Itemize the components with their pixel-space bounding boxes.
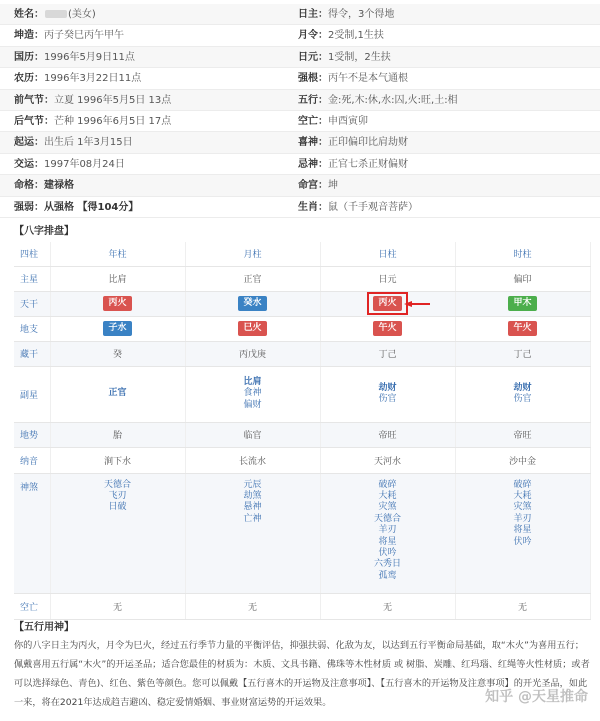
table-header-row: [14, 242, 590, 266]
kongwang-cell: 无: [50, 593, 185, 619]
value-xishen: 正印偏印比肩劫财: [328, 137, 408, 149]
dizhi-tag: 巳火: [238, 321, 266, 336]
table-row-nayin: [14, 447, 590, 473]
dizhi-tag: 午火: [373, 321, 401, 336]
fuxing-item: 伤官: [378, 394, 397, 404]
row-label: 神煞: [14, 473, 50, 593]
shensha-item: 将星: [513, 525, 532, 536]
canggan-cell: 癸: [50, 341, 185, 366]
shensha-item: 日破: [108, 502, 127, 513]
value-mingge: 建禄格: [44, 180, 74, 192]
label-qiyun: 起运：: [14, 137, 44, 149]
shensha-item: 大耗: [378, 490, 397, 501]
fuxing-item: 比肩: [243, 376, 262, 387]
kongwang-cell: 无: [185, 593, 320, 619]
dishi-cell: 帝旺: [320, 422, 455, 447]
canggan-cell: 丁己: [320, 341, 455, 366]
zhuxing-cell: 日元: [320, 266, 455, 291]
dishi-cell: 临官: [185, 422, 320, 447]
info-row: [0, 4, 600, 25]
shensha-item: 天德合: [373, 513, 401, 524]
shensha-item: 亡神: [243, 513, 262, 524]
tiangan-tag: 甲木: [508, 296, 536, 311]
dizhi-tag: 子水: [103, 321, 131, 336]
value-name: (美女): [68, 9, 96, 20]
shensha-item: 破碎: [513, 479, 532, 490]
canggan-cell: 丙戊庚: [185, 341, 320, 366]
header-cell: 时柱: [455, 242, 590, 266]
label-kunzao: 坤造：: [14, 30, 44, 42]
label-xishen: 喜神：: [298, 137, 328, 149]
label-nongli: 农历：: [14, 73, 44, 85]
shensha-item: 羊刃: [378, 525, 397, 536]
table-row-zhuxing: [14, 266, 590, 291]
value-rizhu: 得令，3个得地: [328, 9, 395, 20]
table-row-fuxing: [14, 366, 590, 422]
value-nongli: 1996年3月22日11点: [44, 73, 142, 85]
shensha-item: 天德合: [103, 479, 131, 490]
value-kunzao: 丙子癸巳丙午甲午: [44, 30, 124, 42]
label-yueling: 月令：: [298, 30, 328, 42]
info-row: [0, 154, 600, 175]
info-row: [0, 175, 600, 196]
shensha-item: 飞刃: [108, 490, 127, 501]
fuxing-item: 正官: [108, 388, 127, 399]
bazi-table: [14, 242, 591, 620]
row-label: 副星: [14, 366, 50, 422]
info-row: [0, 68, 600, 89]
nayin-cell: 天河水: [320, 447, 455, 473]
value-qianggen: 丙午不是本气通根: [328, 73, 408, 85]
info-row: [0, 47, 600, 68]
canggan-cell: 丁己: [455, 341, 590, 366]
zhuxing-cell: 偏印: [455, 266, 590, 291]
shensha-item: 元辰: [243, 479, 262, 490]
label-riyuan: 日元：: [298, 51, 328, 63]
bazi-info: [0, 4, 600, 218]
info-row: [0, 197, 600, 218]
label-qianggen: 强根：: [298, 73, 328, 85]
value-yueling: 2受制,1生扶: [328, 30, 384, 42]
fuxing-item: 劫财: [378, 382, 397, 393]
label-jishen: 忌神：: [298, 158, 328, 170]
highlight-box: [367, 292, 407, 315]
value-qianqijie: 立夏 1996年5月5日 13点: [54, 94, 172, 106]
zhuxing-cell: 比肩: [50, 266, 185, 291]
shensha-item: 六秀日: [373, 559, 401, 570]
shensha-item: 大耗: [513, 490, 532, 501]
info-row: [0, 25, 600, 46]
info-row: [0, 132, 600, 153]
shensha-item: 羊刃: [513, 513, 532, 524]
fuxing-item: 食神: [243, 388, 262, 399]
row-label: 纳音: [14, 447, 50, 473]
nayin-cell: 涧下水: [50, 447, 185, 473]
row-label: 主星: [14, 266, 50, 291]
shensha-item: 孤鸾: [378, 570, 397, 581]
section-title-bazi: 【八字排盘】: [14, 226, 74, 237]
info-row: [0, 90, 600, 111]
table-row-dishi: [14, 422, 590, 447]
kongwang-cell: 无: [320, 593, 455, 619]
header-cell: 日柱: [320, 242, 455, 266]
fuxing-item: 伤官: [513, 394, 532, 404]
label-minggong: 命宫：: [298, 180, 328, 192]
row-label: 空亡: [14, 593, 50, 619]
red-arrow-icon: [404, 301, 430, 307]
label-mingge: 命格：: [14, 180, 44, 192]
value-jiaoyun: 1997年08月24日: [44, 158, 125, 170]
value-qiyun: 出生后 1年3月15日: [44, 137, 133, 149]
shensha-item: 将星: [378, 536, 397, 547]
tiangan-tag: 丙火: [373, 296, 401, 311]
label-wuxing: 五行：: [298, 94, 328, 106]
label-houqijie: 后气节：: [14, 115, 54, 127]
wuxing-paragraph: 你的八字日主为丙火，月令为巳火，经过五行季节力量的平衡评估，抑强扶弱、化敌为友，以达到五行平衡命局基础，取“木火”为喜用五行；佩戴喜用五行属“木火”的开运圣品；适合您最佳的材质为：木质、文具书籍、佛珠等木性材质 或 树脂、炭雕、红玛瑙、红绳等火性材质；或者可以选择绿色、青色)、红色、紫色等颜色。您可以佩戴【五行喜木的开运物及注意事项】、【五行喜木的开运物及注意事项】的开光圣品，如此一来，将在2021年达成趋吉避凶、稳定爱情婚姻、事业财富运势的开运效果。: [14, 640, 590, 708]
label-guoli: 国历：: [14, 51, 44, 63]
table-row-tiangan: [14, 291, 590, 316]
row-label: 藏干: [14, 341, 50, 366]
zhuxing-cell: 正官: [185, 266, 320, 291]
section-title-wuxing: 【五行用神】: [14, 622, 74, 633]
header-cell: 四柱: [14, 242, 50, 266]
fuxing-item: 劫财: [513, 382, 532, 393]
header-cell: 年柱: [50, 242, 185, 266]
label-qianqijie: 前气节：: [14, 94, 54, 106]
label-rizhu: 日主：: [298, 9, 328, 20]
table-row-canggan: [14, 341, 590, 366]
label-jiaoyun: 交运：: [14, 158, 44, 170]
label-name: 姓名：: [14, 9, 44, 20]
value-shengxiao: 鼠（千手观音菩萨）: [328, 201, 418, 213]
shensha-item: 破碎: [378, 479, 397, 490]
shensha-item: 灾煞: [513, 502, 532, 513]
fuxing-item: 偏财: [243, 399, 262, 410]
table-row-dizhi: [14, 316, 590, 341]
row-label: 地支: [14, 316, 50, 341]
table-row-shensha: [14, 473, 590, 593]
shensha-item: 悬神: [243, 502, 262, 513]
nayin-cell: 沙中金: [455, 447, 590, 473]
shensha-item: 劫煞: [243, 490, 262, 501]
tiangan-tag: 癸水: [238, 296, 266, 311]
tiangan-tag: 丙火: [103, 296, 131, 311]
blurred-name: [45, 10, 67, 18]
value-kongwang: 申酉寅卯: [328, 115, 368, 127]
value-wuxing: 金:死,木:休,水:囚,火:旺,土:相: [328, 94, 458, 106]
dishi-cell: 胎: [50, 422, 185, 447]
watermark: 知乎 @天星推命: [485, 689, 588, 705]
value-jishen: 正官七杀正财偏财: [328, 158, 408, 170]
value-guoli: 1996年5月9日11点: [44, 51, 135, 63]
kongwang-cell: 无: [455, 593, 590, 619]
value-qiangruo: 从强格 【得104分】: [44, 201, 139, 213]
shensha-item: 伏吟: [513, 536, 532, 547]
shensha-item: 灾煞: [378, 502, 397, 513]
nayin-cell: 长流水: [185, 447, 320, 473]
value-minggong: 坤: [328, 180, 338, 192]
info-row: [0, 111, 600, 132]
row-label: 地势: [14, 422, 50, 447]
shensha-item: 伏吟: [378, 547, 397, 558]
row-label: 天干: [14, 291, 50, 316]
label-kongwang: 空亡：: [298, 115, 328, 127]
label-qiangruo: 强弱：: [14, 201, 44, 213]
value-houqijie: 芒种 1996年6月5日 17点: [54, 115, 172, 127]
table-row-kongwang: [14, 593, 590, 619]
label-shengxiao: 生肖：: [298, 201, 328, 213]
dishi-cell: 帝旺: [455, 422, 590, 447]
value-riyuan: 1受制，2生扶: [328, 51, 391, 63]
header-cell: 月柱: [185, 242, 320, 266]
dizhi-tag: 午火: [508, 321, 536, 336]
